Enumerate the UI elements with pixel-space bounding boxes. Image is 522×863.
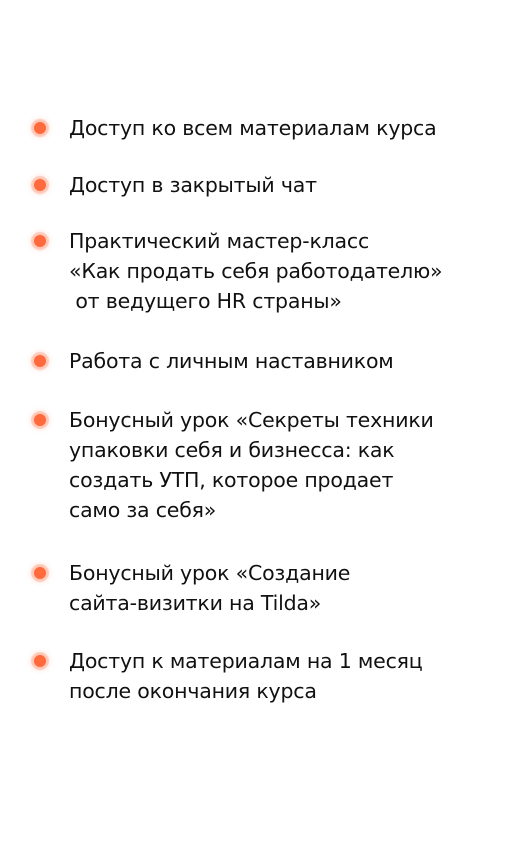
list-item-line: Доступ ко всем материалам курса bbox=[69, 116, 437, 140]
list-item-line: сайта-визитки на Tilda» bbox=[69, 591, 322, 615]
list-item-text bbox=[69, 226, 509, 316]
list-item-line: «Как продать себя работодателю» bbox=[69, 259, 443, 283]
list-item-line: упаковки себя и бизнесса: как bbox=[69, 438, 395, 462]
bullet-dot-icon bbox=[34, 179, 46, 191]
list-item-line: Бонусный урок «Создание bbox=[69, 561, 351, 585]
list-item-line: Доступ к материалам на 1 месяц bbox=[69, 649, 423, 673]
bullet-dot-icon bbox=[34, 122, 46, 134]
bullet-dot-icon bbox=[34, 235, 46, 247]
bullet-dot-icon bbox=[34, 567, 46, 579]
list-item-text bbox=[69, 558, 509, 618]
list-item-line: Работа с личным наставником bbox=[69, 349, 394, 373]
list-item-text bbox=[69, 170, 509, 200]
list-item-text bbox=[69, 346, 509, 376]
bullet-dot-icon bbox=[34, 414, 46, 426]
list-item-line: после окончания курса bbox=[69, 679, 317, 703]
list-item-line: от ведущего HR страны» bbox=[69, 289, 342, 313]
bullet-dot-icon bbox=[34, 655, 46, 667]
bullet-dot-icon bbox=[34, 355, 46, 367]
list-item-line: Практический мастер-класс bbox=[69, 229, 370, 253]
list-item-line: создать УТП, которое продает bbox=[69, 468, 394, 492]
list-item-line: Бонусный урок «Секреты техники bbox=[69, 408, 434, 432]
list-item-text bbox=[69, 646, 509, 706]
list-item-text bbox=[69, 405, 509, 525]
list-item-line: Доступ в закрытый чат bbox=[69, 173, 317, 197]
list-item-text bbox=[69, 113, 509, 143]
list-item-line: само за себя» bbox=[69, 498, 217, 522]
